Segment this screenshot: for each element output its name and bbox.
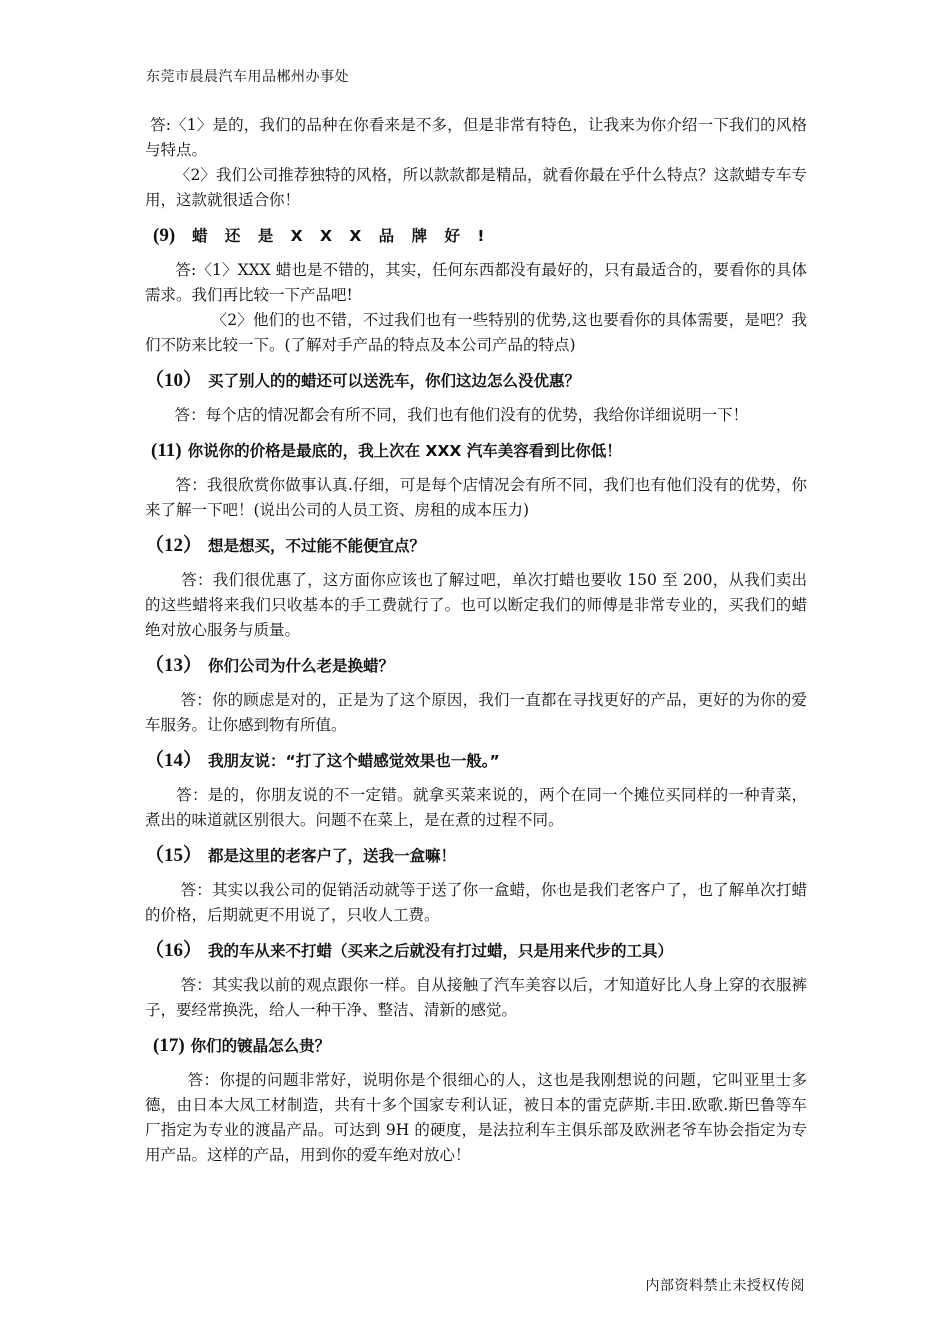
- question-text: 你们公司为什么老是换蜡？: [208, 657, 395, 675]
- question-number: （10）: [145, 370, 203, 391]
- question-16: [145, 938, 807, 964]
- answer-16: 答：其实我以前的观点跟你一样。自从接触了汽车美容以后，才知道好比人身上穿的衣服裤子，要经常换洗，给人一种干净、整洁、清新的感觉。: [145, 976, 807, 1019]
- intro-answer-2: 〈2〉我们公司推荐独特的风格，所以款款都是精品，就看你最在乎什么特点？这款蜡专车专用，这款就很适合你！: [145, 166, 807, 209]
- question-10: [145, 368, 807, 394]
- question-11: [145, 438, 807, 464]
- question-9: [145, 223, 807, 249]
- question-number: （15）: [145, 845, 203, 866]
- question-text: 我朋友说：“打了这个蜡感觉效果也一般。”: [208, 752, 500, 770]
- question-text: 蜡 还 是 X X X 品 牌 好 !: [191, 227, 491, 245]
- answer-9-1: 答:〈1〉XXX 蜡也是不错的，其实，任何东西都没有最好的，只有最适合的，要看你的具体需求。我们再比较一下产品吧!: [145, 261, 807, 304]
- question-text: 你说你的价格是最底的，我上次在 XXX 汽车美容看到比你低！: [187, 442, 622, 460]
- answer-11: 答：我很欣赏你做事认真.仔细，可是每个店情况会有所不同，我们也有他们没有的优势，你来了解一下吧！(说出公司的人员工资、房租的成本压力): [145, 476, 807, 519]
- question-number: （12）: [145, 535, 203, 556]
- answer-10: 答：每个店的情况都会有所不同，我们也有他们没有的优势，我给你详细说明一下！: [145, 406, 749, 424]
- question-number: （14）: [145, 750, 203, 771]
- answer-14: 答：是的，你朋友说的不一定错。就拿买菜来说的，两个在同一个摊位买同样的一种青菜，煮出的味道就区别很大。问题不在菜上，是在煮的过程不同。: [145, 786, 807, 829]
- question-14: [145, 748, 807, 774]
- question-17: [145, 1033, 807, 1059]
- answer-17: 答：你提的问题非常好，说明你是个很细心的人，这也是我刚想说的问题，它叫亚里士多德，由日本大凤工材制造，共有十多个国家专利认证，被日本的雷克萨斯.丰田.欧歌.斯巴鲁等车厂指定为专业的渡晶产品。可达到 9H 的硬度，是法拉利车主俱乐部及欧洲老爷车协会指定为专用产品。这样的产品，用到你的爱车绝对放心！: [145, 1071, 807, 1164]
- page-footer: 内部资料禁止未授权传阅: [645, 1278, 805, 1294]
- question-number: （13）: [145, 655, 203, 676]
- question-text: 我的车从来不打蜡（买来之后就没有打过蜡，只是用来代步的工具）: [208, 942, 674, 960]
- question-number: (17): [153, 1035, 185, 1056]
- answer-13: 答：你的顾虑是对的，正是为了这个原因，我们一直都在寻找更好的产品，更好的为你的爱车服务。让你感到物有所值。: [145, 691, 807, 734]
- question-12: [145, 533, 807, 559]
- question-13: [145, 653, 807, 679]
- question-number: (9): [153, 225, 176, 246]
- answer-15: 答：其实以我公司的促销活动就等于送了你一盒蜡，你也是我们老客户了，也了解单次打蜡的价格，后期就更不用说了，只收人工费。: [145, 881, 807, 924]
- answer-12: 答：我们很优惠了，这方面你应该也了解过吧，单次打蜡也要收 150 至 200，从我们卖出的这些蜡将来我们只收基本的手工费就行了。也可以断定我们的师傅是非常专业的，买我们的蜡绝对放心服务与质量。: [145, 571, 808, 639]
- question-15: [145, 843, 807, 869]
- question-text: 你们的镀晶怎么贵？: [190, 1037, 331, 1055]
- question-number: （16）: [145, 940, 203, 961]
- question-text: 想是想买，不过能不能便宜点？: [208, 537, 426, 555]
- document-body: [145, 113, 807, 1168]
- question-text: 都是这里的老客户了，送我一盒嘛！: [208, 847, 457, 865]
- question-number: (11): [151, 440, 182, 461]
- page-header: 东莞市晨晨汽车用品郴州办事处: [146, 69, 349, 85]
- answer-9-2: 〈2〉他们的也不错，不过我们也有一些特别的优势,这也要看你的具体需要，是吧？我们不防来比较一下。(了解对手产品的特点及本公司产品的特点): [145, 311, 807, 354]
- intro-answer-1: 答:〈1〉是的，我们的品种在你看来是不多，但是非常有特色，让我来为你介绍一下我们的风格与特点。: [145, 116, 807, 159]
- question-text: 买了别人的的蜡还可以送洗车，你们这边怎么没优惠？: [208, 372, 581, 390]
